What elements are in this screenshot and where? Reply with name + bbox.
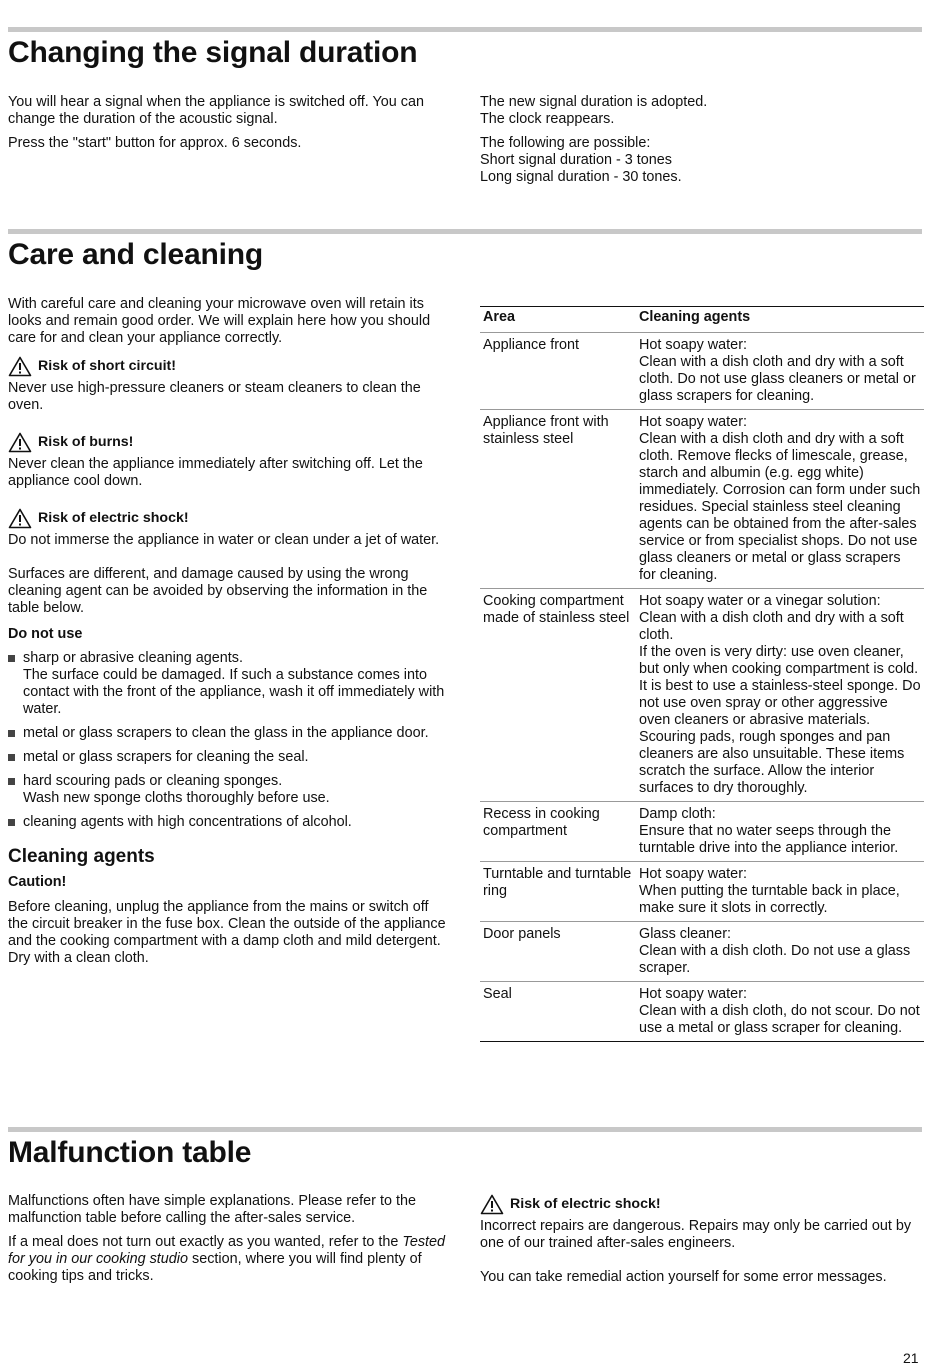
table-header-row <box>480 307 924 333</box>
list-item <box>8 725 448 742</box>
list-item-text: metal or glass scrapers to clean the glass in the appliance door. <box>23 725 429 741</box>
table-row <box>480 802 924 862</box>
do-not-use-list <box>8 650 448 831</box>
cleaning-agents-paragraph: Before cleaning, unplug the appliance from the mains or switch off the circuit breaker in the fuse box. Clean the outside of the appliance and the cooking compartment with a damp cloth and mild detergent. Dry with a clean cloth. <box>8 899 446 966</box>
section-rule <box>8 27 922 32</box>
agent-detail: When putting the turntable back in place, make sure it slots in correctly. <box>639 883 900 916</box>
warning-heading <box>8 432 448 453</box>
bullet-square-icon <box>8 754 15 761</box>
table-row <box>480 982 924 1042</box>
intro-paragraph: With careful care and cleaning your microwave oven will retain its looks and remain good order. We will explain here how you should care for and clean your appliance correctly. <box>8 296 431 346</box>
list-item <box>8 749 448 766</box>
agent-cell <box>636 982 924 1042</box>
agent-detail: Clean with a dish cloth, do not scour. Do not use a metal or glass scraper for cleaning. <box>639 1003 920 1036</box>
warning-text: Never clean the appliance immediately after switching off. Let the appliance cool down. <box>8 456 423 489</box>
paragraph-line: The clock reappears. <box>480 111 615 127</box>
surfaces-paragraph: Surfaces are different, and damage caused by using the wrong cleaning agent can be avoided by observing the information in the table below. <box>8 566 428 616</box>
table-row <box>480 922 924 982</box>
paragraph <box>8 1234 450 1285</box>
warning-title: Risk of electric shock! <box>510 1196 661 1212</box>
agent-cell <box>636 922 924 982</box>
agent-name: Hot soapy water: <box>639 414 747 430</box>
bullet-square-icon <box>8 730 15 737</box>
column-header: Cleaning agents <box>636 307 924 333</box>
care-left-column <box>8 296 448 967</box>
bullet-square-icon <box>8 778 15 785</box>
signal-right-column <box>480 94 920 186</box>
agent-detail: Ensure that no water seeps through the turntable drive into the appliance interior. <box>639 823 899 856</box>
section-rule <box>8 229 922 234</box>
agent-detail: Clean with a dish cloth and dry with a soft cloth. Remove flecks of limescale, grease, starch and albumin (e.g. egg white) immediately. Corrosion can form under such residues. Special stainless steel cleaning agents can be obtained from the after-sales service or from specialist shops. Do not use glass cleaners or metal or glass scrapers for cleaning. <box>639 431 921 583</box>
section-title: Malfunction table <box>8 1136 252 1169</box>
section-title: Changing the signal duration <box>8 36 418 69</box>
bullet-square-icon <box>8 655 15 662</box>
table-row <box>480 410 924 589</box>
column-header: Area <box>480 307 636 333</box>
warning-title: Risk of short circuit! <box>38 358 176 374</box>
area-cell: Appliance front with stainless steel <box>480 410 636 589</box>
paragraph: You will hear a signal when the appliance is switched off. You can change the duration of the acoustic signal. <box>8 94 425 127</box>
table-row <box>480 333 924 410</box>
do-not-use-heading: Do not use <box>8 626 83 642</box>
list-item-detail: Wash new sponge cloths thoroughly before use. <box>23 790 330 806</box>
warning-title: Risk of burns! <box>38 434 134 450</box>
cleaning-table-wrapper <box>480 306 924 1042</box>
warning-heading <box>480 1194 920 1215</box>
cleaning-agents-heading: Cleaning agents <box>8 846 155 867</box>
paragraph: Press the "start" button for approx. 6 seconds. <box>8 135 302 151</box>
warning-triangle-icon <box>480 1194 504 1215</box>
warning-text: Do not immerse the appliance in water or clean under a jet of water. <box>8 532 440 548</box>
signal-left-column <box>8 94 448 152</box>
agent-name: Hot soapy water: <box>639 337 747 353</box>
agent-cell <box>636 862 924 922</box>
cleaning-table <box>480 306 924 1042</box>
text-run: section, where you will find plenty of cooking tips and tricks. <box>8 1251 422 1284</box>
warning-triangle-icon <box>8 356 32 377</box>
paragraph-line: Long signal duration - 30 tones. <box>480 169 682 185</box>
agent-cell <box>636 410 924 589</box>
agent-detail: Clean with a dish cloth. Do not use a glass scraper. <box>639 943 911 976</box>
warning-text: Incorrect repairs are dangerous. Repairs may only be carried out by one of our trained after-sales engineers. <box>480 1218 912 1251</box>
warning-title: Risk of electric shock! <box>38 510 189 526</box>
agent-name: Hot soapy water: <box>639 986 747 1002</box>
table-row <box>480 589 924 802</box>
list-item-text: metal or glass scrapers for cleaning the seal. <box>23 749 309 765</box>
section-rule <box>8 1127 922 1132</box>
paragraph-line: The following are possible: <box>480 135 651 151</box>
warning-triangle-icon <box>8 432 32 453</box>
paragraph: You can take remedial action yourself for some error messages. <box>480 1269 887 1285</box>
page-number: 21 <box>903 1350 919 1366</box>
agent-detail: Clean with a dish cloth and dry with a soft cloth. If the oven is very dirty: use oven cleaner, but only when cooking compartment is cold. It is best to use a stainless-steel sponge. Do not use oven spray or other aggressive oven cleaners or abrasive materials. Scouring pads, rough sponges and pan cleaners are also unsuitable. These items scratch the surface. Allow the interior surfaces to dry thoroughly. <box>639 610 921 796</box>
warning-heading <box>8 356 448 377</box>
agent-cell <box>636 333 924 410</box>
agent-name: Damp cloth: <box>639 806 716 822</box>
area-cell: Seal <box>480 982 636 1042</box>
table-row <box>480 862 924 922</box>
agent-detail: Clean with a dish cloth and dry with a soft cloth. Do not use glass cleaners or metal or glass scrapers for cleaning. <box>639 354 916 404</box>
agent-name: Hot soapy water: <box>639 866 747 882</box>
list-item-text: cleaning agents with high concentrations of alcohol. <box>23 814 352 830</box>
malfunction-left-column <box>8 1193 450 1285</box>
warning-triangle-icon <box>8 508 32 529</box>
paragraph-line: The new signal duration is adopted. <box>480 94 708 110</box>
section-title: Care and cleaning <box>8 238 264 271</box>
warning-text: Never use high-pressure cleaners or steam cleaners to clean the oven. <box>8 380 421 413</box>
list-item-text: hard scouring pads or cleaning sponges. <box>23 773 283 789</box>
area-cell: Recess in cooking compartment <box>480 802 636 862</box>
area-cell: Appliance front <box>480 333 636 410</box>
list-item <box>8 773 448 807</box>
caution-label: Caution! <box>8 874 67 890</box>
list-item <box>8 814 448 831</box>
list-item-text: sharp or abrasive cleaning agents. <box>23 650 243 666</box>
area-cell: Door panels <box>480 922 636 982</box>
list-item <box>8 650 448 718</box>
agent-name: Glass cleaner: <box>639 926 731 942</box>
warning-heading <box>8 508 448 529</box>
paragraph-line: Short signal duration - 3 tones <box>480 152 672 168</box>
agent-cell <box>636 589 924 802</box>
agent-name: Hot soapy water or a vinegar solution: <box>639 593 881 609</box>
area-cell: Turntable and turntable ring <box>480 862 636 922</box>
area-cell: Cooking compartment made of stainless steel <box>480 589 636 802</box>
list-item-detail: The surface could be damaged. If such a substance comes into contact with the front of the appliance, wash it off immediately with water. <box>23 667 445 717</box>
text-run: If a meal does not turn out exactly as you wanted, refer to the <box>8 1234 403 1250</box>
malfunction-right-column <box>480 1194 920 1286</box>
section-reference: Tested for you in our cooking studio <box>8 1234 446 1267</box>
agent-cell <box>636 802 924 862</box>
paragraph: Malfunctions often have simple explanations. Please refer to the malfunction table before calling the after-sales service. <box>8 1193 416 1226</box>
bullet-square-icon <box>8 819 15 826</box>
